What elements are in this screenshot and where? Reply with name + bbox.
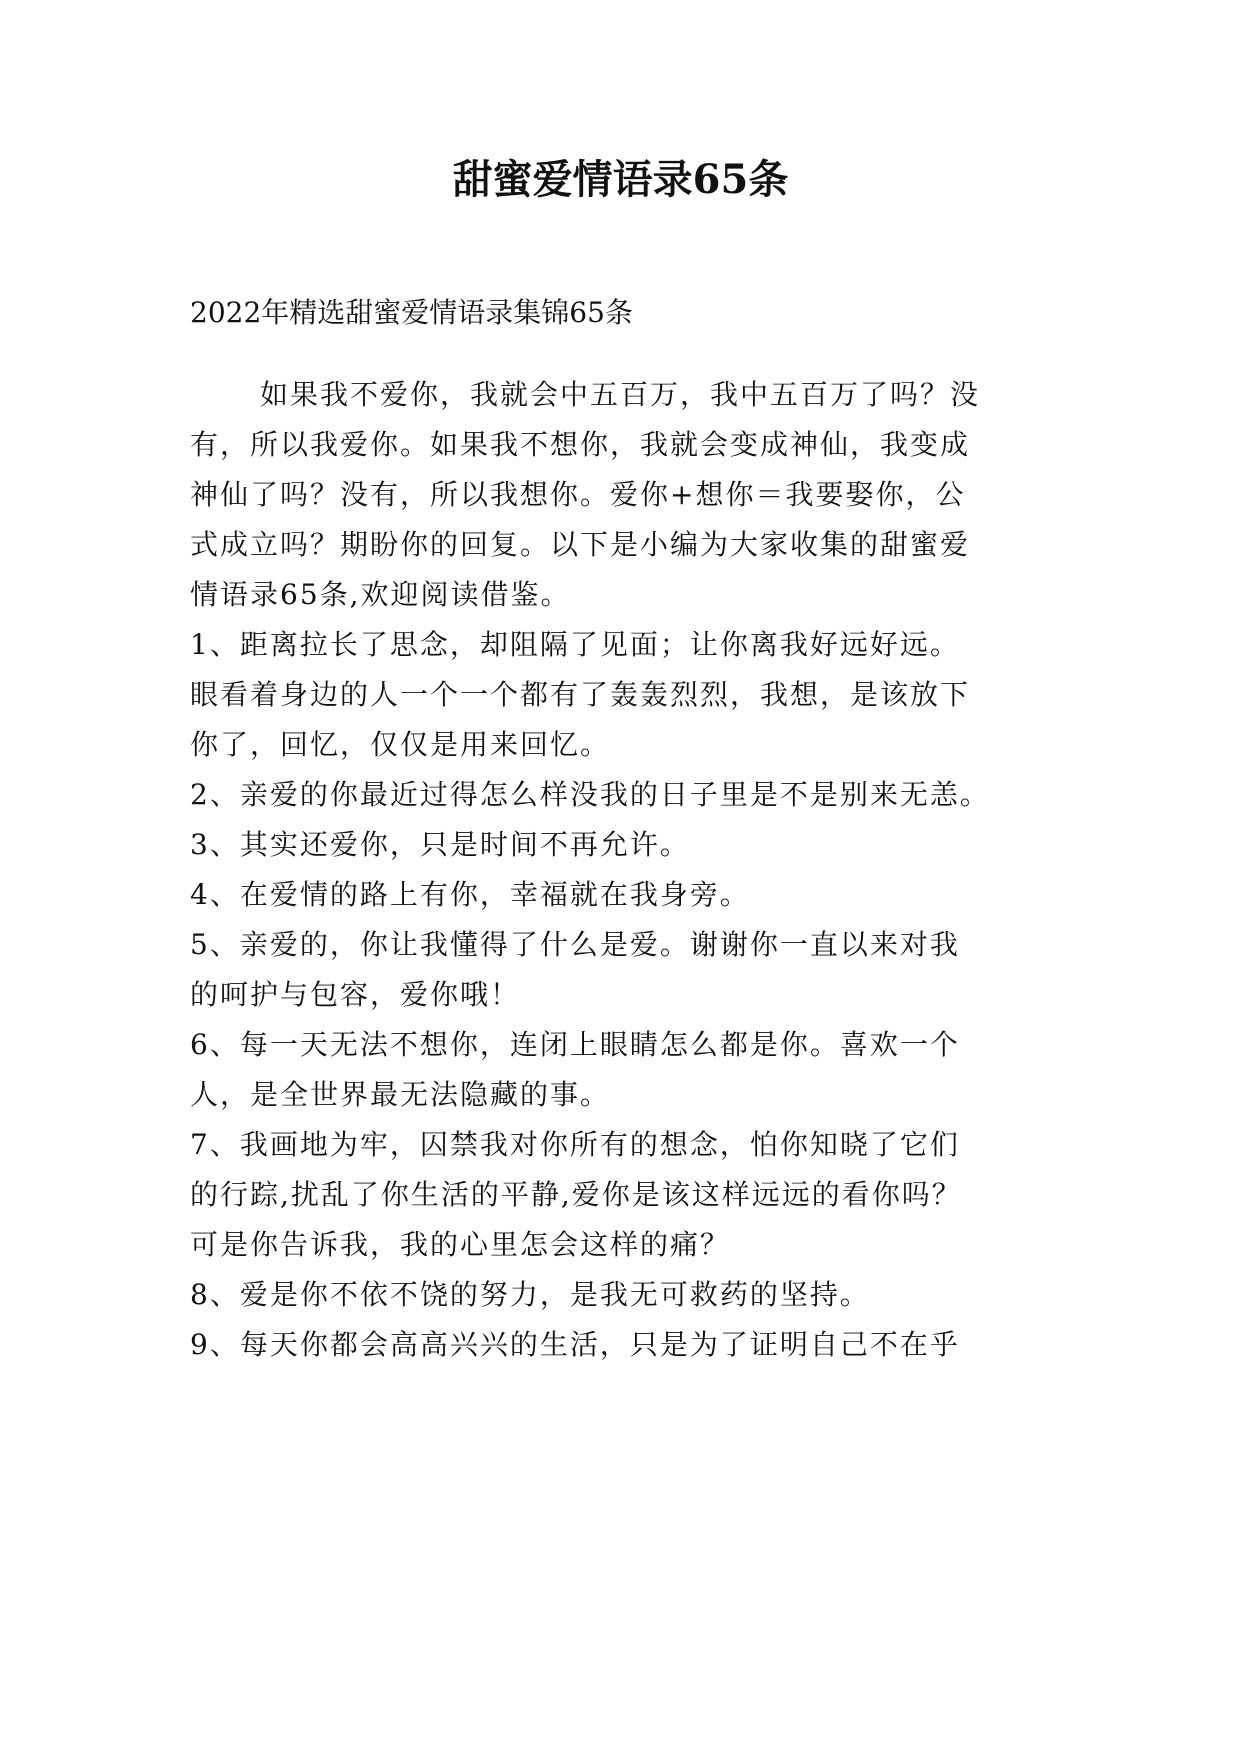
paragraph-line: 3、其实还爱你，只是时间不再允许。 (190, 828, 690, 861)
paragraph-line: 2、亲爱的你最近过得怎么样没我的日子里是不是别来无恙。 (190, 778, 990, 811)
paragraph-line: 的行踪,扰乱了你生活的平静,爱你是该这样远远的看你吗？ (190, 1178, 962, 1211)
paragraph-line: 情语录65条,欢迎阅读借鉴。 (190, 578, 571, 611)
document-subtitle: 2022年精选甜蜜爱情语录集锦65条 (190, 296, 633, 329)
paragraph-line: 4、在爱情的路上有你，幸福就在我身旁。 (190, 878, 750, 911)
paragraph-line: 有，所以我爱你。如果我不想你，我就会变成神仙，我变成 (190, 428, 971, 461)
paragraph-line: 9、每天你都会高高兴兴的生活，只是为了证明自己不在乎 (190, 1328, 960, 1361)
paragraph-line: 式成立吗？期盼你的回复。以下是小编为大家收集的甜蜜爱 (190, 528, 971, 561)
document-title: 甜蜜爱情语录65条 (452, 156, 789, 203)
paragraph-line: 8、爱是你不依不饶的努力，是我无可救药的坚持。 (190, 1278, 870, 1311)
paragraph-line: 5、亲爱的，你让我懂得了什么是爱。谢谢你一直以来对我 (190, 928, 960, 961)
paragraph-line: 1、距离拉长了思念，却阻隔了见面；让你离我好远好远。 (190, 628, 960, 661)
paragraph-line: 的呵护与包容，爱你哦！ (190, 978, 521, 1011)
paragraph-line: 眼看着身边的人一个一个都有了轰轰烈烈，我想，是该放下 (190, 678, 971, 711)
paragraph-line: 如果我不爱你，我就会中五百万，我中五百万了吗？没 (260, 378, 981, 411)
paragraph-line: 神仙了吗？没有，所以我想你。爱你+想你＝我要娶你，公 (190, 478, 966, 511)
paragraph-line: 可是你告诉我，我的心里怎会这样的痛？ (190, 1228, 731, 1261)
paragraph-line: 7、我画地为牢，囚禁我对你所有的想念，怕你知晓了它们 (190, 1128, 960, 1161)
paragraph-line: 你了，回忆，仅仅是用来回忆。 (190, 728, 611, 761)
paragraph-line: 6、每一天无法不想你，连闭上眼睛怎么都是你。喜欢一个 (190, 1028, 960, 1061)
paragraph-line: 人，是全世界最无法隐藏的事。 (190, 1078, 611, 1111)
